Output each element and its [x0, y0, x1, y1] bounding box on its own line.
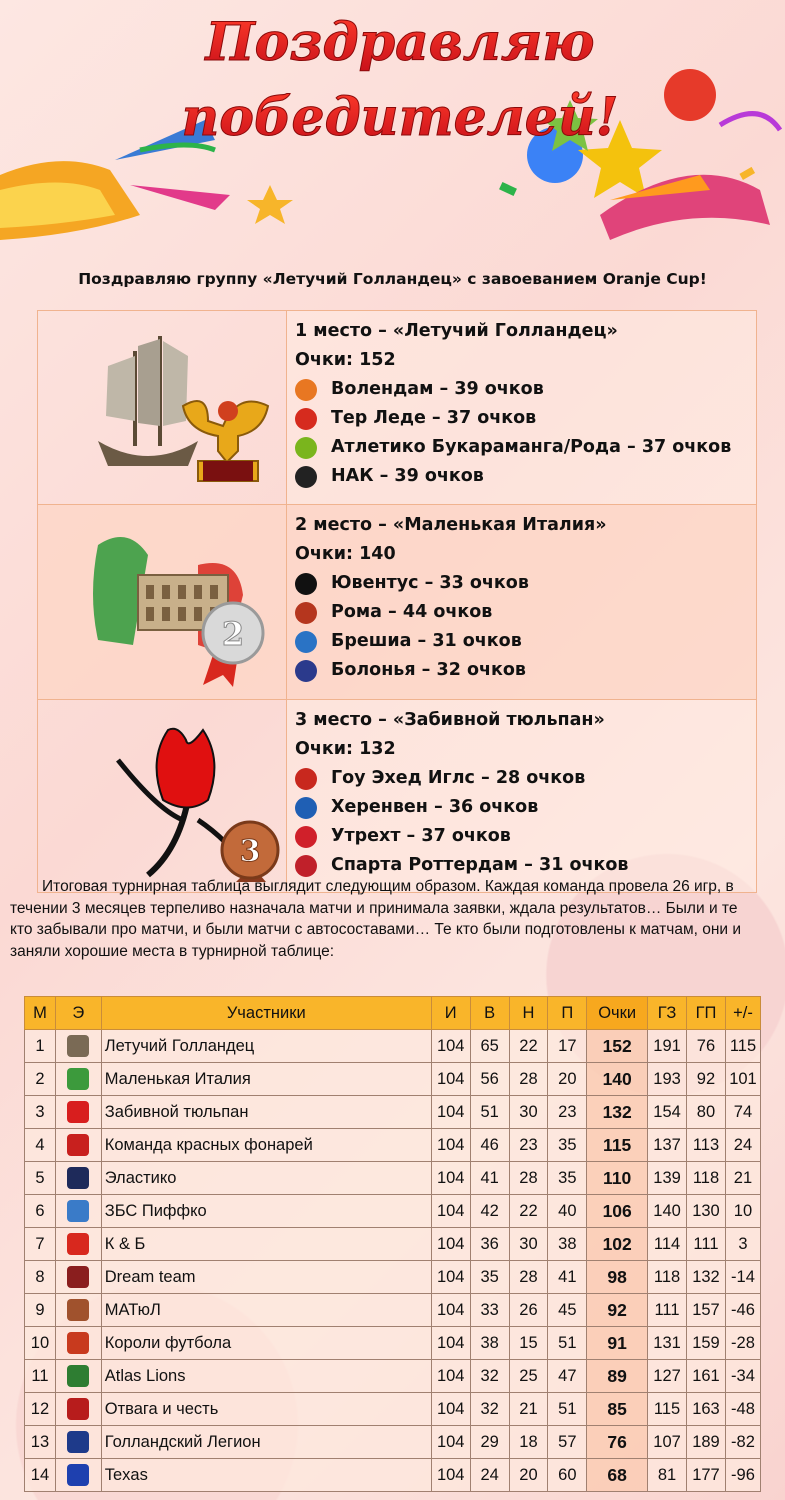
goals-for-cell: 111 [648, 1294, 687, 1327]
team-emblem-icon [67, 1299, 89, 1321]
team-name-cell: Отвага и честь [101, 1393, 431, 1426]
losses-cell: 60 [548, 1459, 587, 1492]
draws-cell: 20 [509, 1459, 548, 1492]
team-entry [295, 375, 756, 404]
team-name-cell: ЗБС Пиффко [101, 1195, 431, 1228]
rank-cell: 6 [25, 1195, 56, 1228]
team-name-cell: Короли футбола [101, 1327, 431, 1360]
goals-for-cell: 154 [648, 1096, 687, 1129]
wins-cell: 32 [470, 1360, 509, 1393]
emblem-cell [55, 1360, 101, 1393]
wins-cell: 51 [470, 1096, 509, 1129]
club-logo-icon [295, 826, 317, 848]
club-logo-icon [295, 408, 317, 430]
points-cell: 98 [587, 1261, 648, 1294]
goals-for-cell: 81 [648, 1459, 687, 1492]
goals-for-cell: 114 [648, 1228, 687, 1261]
points-cell: 140 [587, 1063, 648, 1096]
emblem-cell [55, 1459, 101, 1492]
podium-first [38, 311, 757, 505]
games-cell: 104 [431, 1129, 470, 1162]
team-name-cell: Голландский Легион [101, 1426, 431, 1459]
points-cell: 76 [587, 1426, 648, 1459]
wins-cell: 65 [470, 1030, 509, 1063]
second-place-points: Очки: 140 [295, 544, 396, 564]
losses-cell: 51 [548, 1393, 587, 1426]
points-cell: 91 [587, 1327, 648, 1360]
rank-cell: 1 [25, 1030, 56, 1063]
team-label: Гоу Эхед Иглс – 28 очков [331, 768, 586, 788]
team-name-cell: Dream team [101, 1261, 431, 1294]
club-logo-icon [295, 602, 317, 624]
first-place-points: Очки: 152 [295, 350, 396, 370]
team-emblem-icon [67, 1134, 89, 1156]
intro-paragraph: Итоговая турнирная таблица выглядит следующим образом. Каждая команда провела 26 игр, в течении 3 месяцев терпеливо назначала матчи и принимала заявки, ждала результатов… Были и те кто забывали про матчи, и были матчи с автосоставами… Те кто были подготовлены к матчам, они и заняли хорошие места в турнирной таблице: [10, 878, 742, 960]
team-label: Тер Леде – 37 очков [331, 408, 537, 428]
team-emblem-icon [67, 1464, 89, 1486]
team-label: Спарта Роттердам – 31 очков [331, 855, 629, 875]
draws-cell: 22 [509, 1030, 548, 1063]
team-entry [295, 764, 756, 793]
team-emblem-icon [67, 1233, 89, 1255]
club-logo-icon [295, 573, 317, 595]
points-cell: 106 [587, 1195, 648, 1228]
points-cell: 132 [587, 1096, 648, 1129]
team-emblem-icon [67, 1167, 89, 1189]
draws-cell: 18 [509, 1426, 548, 1459]
team-name-cell: Забивной тюльпан [101, 1096, 431, 1129]
podium-third [38, 700, 757, 893]
third-place-image [38, 700, 287, 893]
wins-cell: 41 [470, 1162, 509, 1195]
games-cell: 104 [431, 1261, 470, 1294]
emblem-cell [55, 1228, 101, 1261]
wins-cell: 32 [470, 1393, 509, 1426]
team-entry [295, 462, 756, 491]
rank-cell: 13 [25, 1426, 56, 1459]
team-entry [295, 627, 756, 656]
column-header: В [470, 997, 509, 1030]
emblem-cell [55, 1261, 101, 1294]
table-row [25, 1327, 761, 1360]
emblem-cell [55, 1393, 101, 1426]
club-logo-icon [295, 437, 317, 459]
medal-number: 3 [239, 834, 261, 869]
standings-header [25, 997, 761, 1030]
team-label: Рома – 44 очков [331, 602, 493, 622]
table-row [25, 1426, 761, 1459]
team-label: Херенвен – 36 очков [331, 797, 539, 817]
emblem-cell [55, 1030, 101, 1063]
goal-diff-cell: 74 [725, 1096, 760, 1129]
goals-against-cell: 113 [687, 1129, 726, 1162]
goals-against-cell: 130 [687, 1195, 726, 1228]
team-name-cell: Эластико [101, 1162, 431, 1195]
draws-cell: 22 [509, 1195, 548, 1228]
goals-for-cell: 127 [648, 1360, 687, 1393]
goals-for-cell: 131 [648, 1327, 687, 1360]
team-label: Болонья – 32 очков [331, 660, 526, 680]
goal-diff-cell: 24 [725, 1129, 760, 1162]
second-place-image [38, 505, 287, 700]
points-cell: 89 [587, 1360, 648, 1393]
games-cell: 104 [431, 1096, 470, 1129]
wins-cell: 29 [470, 1426, 509, 1459]
games-cell: 104 [431, 1294, 470, 1327]
second-place-title: 2 место – «Маленькая Италия» [295, 515, 607, 535]
podium-second [38, 505, 757, 700]
goals-for-cell: 107 [648, 1426, 687, 1459]
rank-cell: 5 [25, 1162, 56, 1195]
goal-diff-cell: -34 [725, 1360, 760, 1393]
wins-cell: 46 [470, 1129, 509, 1162]
losses-cell: 51 [548, 1327, 587, 1360]
congrats-headline: Поздравляю группу «Летучий Голландец» с завоеванием Oranje Cup! [78, 270, 707, 288]
losses-cell: 20 [548, 1063, 587, 1096]
team-emblem-icon [67, 1266, 89, 1288]
rank-cell: 10 [25, 1327, 56, 1360]
team-name-cell: Команда красных фонарей [101, 1129, 431, 1162]
goal-diff-cell: -82 [725, 1426, 760, 1459]
team-entry [295, 598, 756, 627]
rank-cell: 3 [25, 1096, 56, 1129]
draws-cell: 30 [509, 1096, 548, 1129]
losses-cell: 17 [548, 1030, 587, 1063]
rank-cell: 8 [25, 1261, 56, 1294]
rank-cell: 2 [25, 1063, 56, 1096]
team-entry [295, 822, 756, 851]
wins-cell: 42 [470, 1195, 509, 1228]
losses-cell: 23 [548, 1096, 587, 1129]
goals-against-cell: 80 [687, 1096, 726, 1129]
draws-cell: 28 [509, 1162, 548, 1195]
third-place-title: 3 место – «Забивной тюльпан» [295, 710, 605, 730]
team-entry [295, 569, 756, 598]
wins-cell: 38 [470, 1327, 509, 1360]
points-cell: 68 [587, 1459, 648, 1492]
goals-for-cell: 118 [648, 1261, 687, 1294]
banner-title-line2: победителей! [181, 87, 619, 148]
club-logo-icon [295, 768, 317, 790]
goal-diff-cell: -14 [725, 1261, 760, 1294]
club-logo-icon [295, 379, 317, 401]
team-name-cell: Летучий Голландец [101, 1030, 431, 1063]
emblem-cell [55, 1096, 101, 1129]
goal-diff-cell: -48 [725, 1393, 760, 1426]
team-emblem-icon [67, 1035, 89, 1057]
draws-cell: 26 [509, 1294, 548, 1327]
column-header: Очки [587, 997, 648, 1030]
table-row [25, 1096, 761, 1129]
draws-cell: 25 [509, 1360, 548, 1393]
first-place-info [287, 311, 757, 505]
games-cell: 104 [431, 1063, 470, 1096]
team-name-cell: МАТюЛ [101, 1294, 431, 1327]
emblem-cell [55, 1063, 101, 1096]
draws-cell: 28 [509, 1261, 548, 1294]
medal-number: 2 [221, 615, 245, 653]
goals-against-cell: 159 [687, 1327, 726, 1360]
goals-against-cell: 161 [687, 1360, 726, 1393]
rank-cell: 14 [25, 1459, 56, 1492]
goals-against-cell: 163 [687, 1393, 726, 1426]
goals-against-cell: 92 [687, 1063, 726, 1096]
first-place-image [38, 311, 287, 505]
goal-diff-cell: 3 [725, 1228, 760, 1261]
points-cell: 152 [587, 1030, 648, 1063]
rank-cell: 9 [25, 1294, 56, 1327]
team-name-cell: Texas [101, 1459, 431, 1492]
second-place-info [287, 505, 757, 700]
third-place-points: Очки: 132 [295, 739, 396, 759]
goal-diff-cell: 21 [725, 1162, 760, 1195]
wins-cell: 35 [470, 1261, 509, 1294]
club-logo-icon [295, 466, 317, 488]
points-cell: 115 [587, 1129, 648, 1162]
column-header: И [431, 997, 470, 1030]
losses-cell: 40 [548, 1195, 587, 1228]
goals-for-cell: 140 [648, 1195, 687, 1228]
rank-cell: 12 [25, 1393, 56, 1426]
goals-against-cell: 118 [687, 1162, 726, 1195]
goals-against-cell: 157 [687, 1294, 726, 1327]
podium-table [37, 310, 757, 893]
goals-against-cell: 111 [687, 1228, 726, 1261]
team-emblem-icon [67, 1200, 89, 1222]
table-row [25, 1030, 761, 1063]
emblem-cell [55, 1327, 101, 1360]
draws-cell: 23 [509, 1129, 548, 1162]
goals-for-cell: 191 [648, 1030, 687, 1063]
points-cell: 85 [587, 1393, 648, 1426]
draws-cell: 15 [509, 1327, 548, 1360]
goals-against-cell: 189 [687, 1426, 726, 1459]
emblem-cell [55, 1129, 101, 1162]
column-header: +/- [725, 997, 760, 1030]
games-cell: 104 [431, 1195, 470, 1228]
goals-for-cell: 115 [648, 1393, 687, 1426]
goal-diff-cell: 101 [725, 1063, 760, 1096]
losses-cell: 38 [548, 1228, 587, 1261]
team-emblem-icon [67, 1332, 89, 1354]
games-cell: 104 [431, 1459, 470, 1492]
team-entry [295, 433, 756, 462]
column-header: М [25, 997, 56, 1030]
goal-diff-cell: -96 [725, 1459, 760, 1492]
team-emblem-icon [67, 1398, 89, 1420]
wins-cell: 24 [470, 1459, 509, 1492]
losses-cell: 35 [548, 1129, 587, 1162]
goals-for-cell: 193 [648, 1063, 687, 1096]
column-header: Н [509, 997, 548, 1030]
table-row [25, 1162, 761, 1195]
table-row [25, 1360, 761, 1393]
goal-diff-cell: 10 [725, 1195, 760, 1228]
team-emblem-icon [67, 1068, 89, 1090]
goals-against-cell: 76 [687, 1030, 726, 1063]
games-cell: 104 [431, 1030, 470, 1063]
team-entry [295, 404, 756, 433]
club-logo-icon [295, 660, 317, 682]
club-logo-icon [295, 855, 317, 877]
points-cell: 110 [587, 1162, 648, 1195]
first-place-title: 1 место – «Летучий Голландец» [295, 321, 618, 341]
team-label: НАК – 39 очков [331, 466, 484, 486]
table-row [25, 1129, 761, 1162]
congrats-banner [0, 0, 785, 255]
points-cell: 102 [587, 1228, 648, 1261]
team-emblem-icon [67, 1365, 89, 1387]
table-row [25, 1063, 761, 1096]
team-name-cell: Маленькая Италия [101, 1063, 431, 1096]
games-cell: 104 [431, 1426, 470, 1459]
team-label: Утрехт – 37 очков [331, 826, 511, 846]
goals-against-cell: 132 [687, 1261, 726, 1294]
points-cell: 92 [587, 1294, 648, 1327]
team-emblem-icon [67, 1431, 89, 1453]
banner-title-line1: Поздравляю [205, 12, 595, 73]
club-logo-icon [295, 631, 317, 653]
games-cell: 104 [431, 1393, 470, 1426]
team-entry [295, 793, 756, 822]
table-row [25, 1228, 761, 1261]
goals-for-cell: 139 [648, 1162, 687, 1195]
losses-cell: 35 [548, 1162, 587, 1195]
table-row [25, 1393, 761, 1426]
games-cell: 104 [431, 1162, 470, 1195]
losses-cell: 57 [548, 1426, 587, 1459]
rank-cell: 4 [25, 1129, 56, 1162]
wins-cell: 56 [470, 1063, 509, 1096]
table-row [25, 1294, 761, 1327]
team-emblem-icon [67, 1101, 89, 1123]
emblem-cell [55, 1426, 101, 1459]
losses-cell: 45 [548, 1294, 587, 1327]
column-header: ГЗ [648, 997, 687, 1030]
team-label: Волендам – 39 очков [331, 379, 544, 399]
goals-for-cell: 137 [648, 1129, 687, 1162]
rank-cell: 7 [25, 1228, 56, 1261]
column-header: П [548, 997, 587, 1030]
team-entry [295, 656, 756, 685]
column-header: Участники [101, 997, 431, 1030]
table-row [25, 1195, 761, 1228]
losses-cell: 47 [548, 1360, 587, 1393]
games-cell: 104 [431, 1327, 470, 1360]
emblem-cell [55, 1195, 101, 1228]
third-place-info [287, 700, 757, 893]
draws-cell: 28 [509, 1063, 548, 1096]
wins-cell: 33 [470, 1294, 509, 1327]
emblem-cell [55, 1294, 101, 1327]
goal-diff-cell: -46 [725, 1294, 760, 1327]
wins-cell: 36 [470, 1228, 509, 1261]
draws-cell: 30 [509, 1228, 548, 1261]
club-logo-icon [295, 797, 317, 819]
games-cell: 104 [431, 1360, 470, 1393]
goal-diff-cell: -28 [725, 1327, 760, 1360]
team-name-cell: К & Б [101, 1228, 431, 1261]
team-name-cell: Atlas Lions [101, 1360, 431, 1393]
goals-against-cell: 177 [687, 1459, 726, 1492]
team-label: Ювентус – 33 очков [331, 573, 529, 593]
column-header: Э [55, 997, 101, 1030]
standings-table [24, 996, 761, 1492]
team-label: Атлетико Букараманга/Рода – 37 очков [331, 437, 732, 457]
column-header: ГП [687, 997, 726, 1030]
games-cell: 104 [431, 1228, 470, 1261]
losses-cell: 41 [548, 1261, 587, 1294]
team-label: Брешиа – 31 очков [331, 631, 522, 651]
rank-cell: 11 [25, 1360, 56, 1393]
table-row [25, 1261, 761, 1294]
emblem-cell [55, 1162, 101, 1195]
goal-diff-cell: 115 [725, 1030, 760, 1063]
table-row [25, 1459, 761, 1492]
draws-cell: 21 [509, 1393, 548, 1426]
